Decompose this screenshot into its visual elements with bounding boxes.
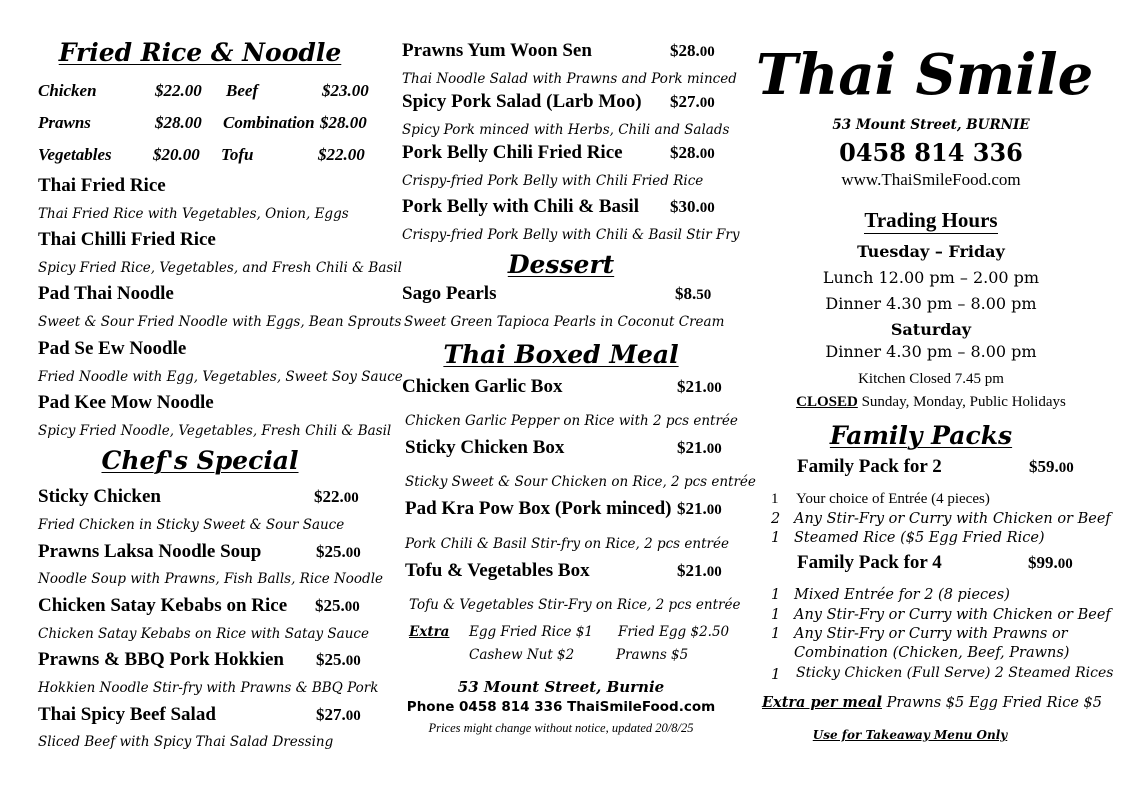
menu-item-price (677, 499, 722, 519)
family-pack-name: Family Pack for 4 (797, 552, 942, 573)
menu-item-name: Chicken Garlic Box (402, 376, 563, 397)
price-cents: 00 (699, 95, 715, 111)
price-cents: 00 (706, 441, 722, 457)
menu-item-desc: Spicy Pork minced with Herbs, Chili and Salads (402, 122, 730, 138)
menu-item-desc: Sticky Sweet & Sour Chicken on Rice, 2 pcs entrée (405, 474, 756, 490)
extra-per-meal-text: Prawns $5 Egg Fried Rice $5 (882, 695, 1102, 711)
extra-item: Cashew Nut $2 (469, 647, 575, 663)
price-cents: 00 (345, 545, 361, 561)
menu-item-desc: Chicken Satay Kebabs on Rice with Satay Sauce (38, 626, 369, 642)
menu-item-name: Spicy Pork Salad (Larb Moo) (402, 91, 642, 112)
price-cents: 00 (699, 200, 715, 216)
pack-item-text: Any Stir-Fry or Curry with Chicken or Beef (794, 511, 1111, 527)
menu-item-name: Prawns Yum Woon Sen (402, 40, 592, 61)
price-dollars: $21. (677, 561, 707, 580)
menu-item-name: Pork Belly Chili Fried Rice (402, 142, 623, 163)
category-prawns-price: $28.00 (155, 113, 202, 132)
pack-item-qty: 1 (771, 491, 779, 507)
menu-item-price (316, 650, 361, 670)
menu-item-name: Thai Fried Rice (38, 175, 166, 196)
section-heading-dessert: Dessert (507, 250, 615, 279)
lunch-hours: Lunch 12.00 pm – 2.00 pm (822, 268, 1040, 287)
family-pack-price (1029, 457, 1074, 477)
dinner-hours: Dinner 4.30 pm – 8.00 pm (825, 294, 1037, 313)
section-heading-fried-rice: Fried Rice & Noodle (58, 38, 342, 67)
price-cents: 00 (706, 380, 722, 396)
price-dollars: $25. (316, 542, 346, 561)
menu-item-price (314, 487, 359, 507)
menu-item-desc: Hokkien Noodle Stir-fry with Prawns & BBQ Pork (38, 680, 379, 696)
restaurant-title: Thai Smile (756, 42, 1094, 108)
category-chicken-price: $22.00 (155, 81, 202, 100)
price-cents: 00 (1058, 460, 1074, 476)
section-heading-chefs-special: Chef's Special (101, 446, 299, 475)
category-chicken: Chicken (38, 81, 97, 100)
menu-item-price (677, 438, 722, 458)
menu-item-price (677, 377, 722, 397)
trading-days: Saturday (890, 320, 972, 339)
menu-item-name: Prawns Laksa Noodle Soup (38, 541, 262, 562)
pack-item-text: Any Stir-Fry or Curry with Prawns or (794, 626, 1068, 642)
family-pack-price (1028, 553, 1073, 573)
menu-item-desc: Noodle Soup with Prawns, Fish Balls, Rice Noodle (38, 571, 383, 587)
price-cents: 00 (1057, 556, 1073, 572)
extra-label: Extra (409, 624, 450, 640)
price-dollars: $25. (316, 650, 346, 669)
menu-item-price (316, 542, 361, 562)
extra-item: Fried Egg $2.50 (618, 624, 730, 640)
menu-item-price (675, 284, 711, 304)
header-address: 53 Mount Street, BURNIE (832, 117, 1030, 133)
price-dollars: $59. (1029, 457, 1059, 476)
closed-days-text: Sunday, Monday, Public Holidays (857, 394, 1066, 410)
footer-address: 53 Mount Street, Burnie (457, 678, 665, 696)
closed-label: CLOSED (796, 394, 858, 410)
section-heading-boxed-meal: Thai Boxed Meal (443, 340, 679, 369)
category-vegetables-price: $20.00 (153, 145, 200, 164)
menu-item-desc: Sliced Beef with Spicy Thai Salad Dressing (38, 734, 334, 750)
category-tofu-price: $22.00 (318, 145, 365, 164)
pack-item-qty: 1 (771, 665, 781, 683)
menu-item-name: Pork Belly with Chili & Basil (402, 196, 639, 217)
price-cents: 00 (345, 653, 361, 669)
trading-hours-heading-text: Trading Hours (864, 208, 998, 232)
extra-item: Egg Fried Rice $1 (469, 624, 593, 640)
kitchen-closed: Kitchen Closed 7.45 pm (858, 371, 1004, 387)
price-cents: 00 (343, 490, 359, 506)
extra-per-meal-label: Extra per meal (762, 694, 883, 711)
price-cents: 00 (706, 564, 722, 580)
menu-item-desc: Fried Chicken in Sticky Sweet & Sour Sauce (38, 517, 345, 533)
menu-item-desc: Pork Chili & Basil Stir-fry on Rice, 2 pcs entrée (405, 536, 729, 552)
menu-item-desc: Thai Noodle Salad with Prawns and Pork minced (402, 71, 737, 87)
menu-item-desc: Spicy Fried Noodle, Vegetables, Fresh Chili & Basil (38, 423, 392, 439)
price-cents: 00 (344, 599, 360, 615)
category-vegetables: Vegetables (38, 145, 112, 164)
price-cents: 00 (699, 44, 715, 60)
price-dollars: $27. (316, 705, 346, 724)
menu-item-name: Thai Chilli Fried Rice (38, 229, 216, 250)
menu-item-name: Sago Pearls (402, 283, 497, 304)
menu-item-desc: Thai Fried Rice with Vegetables, Onion, Eggs (38, 206, 349, 222)
category-prawns: Prawns (38, 113, 91, 132)
menu-item-desc: Chicken Garlic Pepper on Rice with 2 pcs entrée (405, 413, 738, 429)
trading-hours-heading (766, 208, 1096, 233)
menu-item-price (677, 561, 722, 581)
section-heading-family-packs: Family Packs (829, 421, 1013, 450)
pack-item-qty: 1 (771, 530, 781, 546)
menu-item-name: Pad Se Ew Noodle (38, 338, 187, 359)
menu-item-price (670, 41, 715, 61)
menu-item-name: Prawns & BBQ Pork Hokkien (38, 649, 284, 670)
footer-phone: Phone 0458 814 336 ThaiSmileFood.com (406, 699, 716, 715)
menu-item-name: Thai Spicy Beef Salad (38, 704, 216, 725)
price-dollars: $21. (677, 438, 707, 457)
category-beef-price: $23.00 (322, 81, 369, 100)
menu-item-desc: Crispy-fried Pork Belly with Chili & Basil Stir Fry (402, 227, 740, 243)
menu-item-price (315, 596, 360, 616)
price-dollars: $99. (1028, 553, 1058, 572)
menu-item-desc: Tofu & Vegetables Stir-Fry on Rice, 2 pcs entrée (409, 597, 741, 613)
price-dollars: $28. (670, 143, 700, 162)
pack-item-text: Mixed Entrée for 2 (8 pieces) (794, 587, 1010, 603)
menu-item-name: Sticky Chicken Box (405, 437, 565, 458)
price-notice: Prices might change without notice, updated 20/8/25 (428, 721, 694, 735)
menu-item-desc: Sweet & Sour Fried Noodle with Eggs, Bean Sprouts (38, 314, 402, 330)
price-dollars: $22. (314, 487, 344, 506)
menu-item-name: Pad Kra Pow Box (Pork minced) (405, 498, 672, 519)
price-cents: 00 (345, 708, 361, 724)
category-combination-price: $28.00 (320, 113, 367, 132)
price-cents: 00 (706, 502, 722, 518)
dinner-hours: Dinner 4.30 pm – 8.00 pm (825, 342, 1037, 361)
pack-item-qty: 2 (771, 511, 781, 527)
price-dollars: $27. (670, 92, 700, 111)
pack-item-text: Any Stir-Fry or Curry with Chicken or Beef (794, 607, 1111, 623)
price-cents: 00 (699, 146, 715, 162)
header-website: www.ThaiSmileFood.com (841, 170, 1021, 189)
menu-item-price (670, 143, 715, 163)
menu-item-desc: Crispy-fried Pork Belly with Chili Fried Rice (402, 173, 704, 189)
pack-item-qty: 1 (771, 587, 781, 603)
menu-item-name: Tofu & Vegetables Box (405, 560, 590, 581)
menu-item-name: Pad Kee Mow Noodle (38, 392, 214, 413)
menu-item-price (670, 92, 715, 112)
pack-item-text: Combination (Chicken, Beef, Prawns) (794, 645, 1070, 661)
pack-item-text: Steamed Rice ($5 Egg Fried Rice) (794, 530, 1045, 546)
header-phone: 0458 814 336 (839, 138, 1023, 167)
price-dollars: $21. (677, 377, 707, 396)
category-combination: Combination (223, 113, 315, 132)
takeaway-note: Use for Takeaway Menu Only (812, 728, 1008, 742)
price-dollars: $25. (315, 596, 345, 615)
menu-item-desc: Sweet Green Tapioca Pearls in Coconut Cream (404, 314, 725, 330)
price-cents: 50 (696, 287, 712, 303)
category-tofu: Tofu (221, 145, 254, 164)
trading-days: Tuesday – Friday (857, 242, 1005, 261)
menu-item-desc: Spicy Fried Rice, Vegetables, and Fresh Chili & Basil (38, 260, 402, 276)
price-dollars: $21. (677, 499, 707, 518)
closed-days (766, 394, 1096, 411)
price-dollars: $8. (675, 284, 697, 303)
extra-item: Prawns $5 (616, 647, 689, 663)
menu-item-name: Chicken Satay Kebabs on Rice (38, 595, 288, 616)
extra-per-meal (762, 694, 1102, 711)
menu-item-desc: Fried Noodle with Egg, Vegetables, Sweet Soy Sauce (38, 369, 403, 385)
pack-item-text: Sticky Chicken (Full Serve) 2 Steamed Rices (796, 665, 1114, 681)
menu-item-name: Pad Thai Noodle (38, 283, 174, 304)
pack-item-text: Your choice of Entrée (4 pieces) (796, 491, 990, 507)
category-beef: Beef (226, 81, 259, 100)
pack-item-qty: 1 (771, 607, 781, 623)
menu-item-price (670, 197, 715, 217)
pack-item-qty: 1 (771, 626, 781, 642)
price-dollars: $30. (670, 197, 700, 216)
price-dollars: $28. (670, 41, 700, 60)
menu-item-price (316, 705, 361, 725)
menu-item-name: Sticky Chicken (38, 486, 161, 507)
family-pack-name: Family Pack for 2 (797, 456, 942, 477)
